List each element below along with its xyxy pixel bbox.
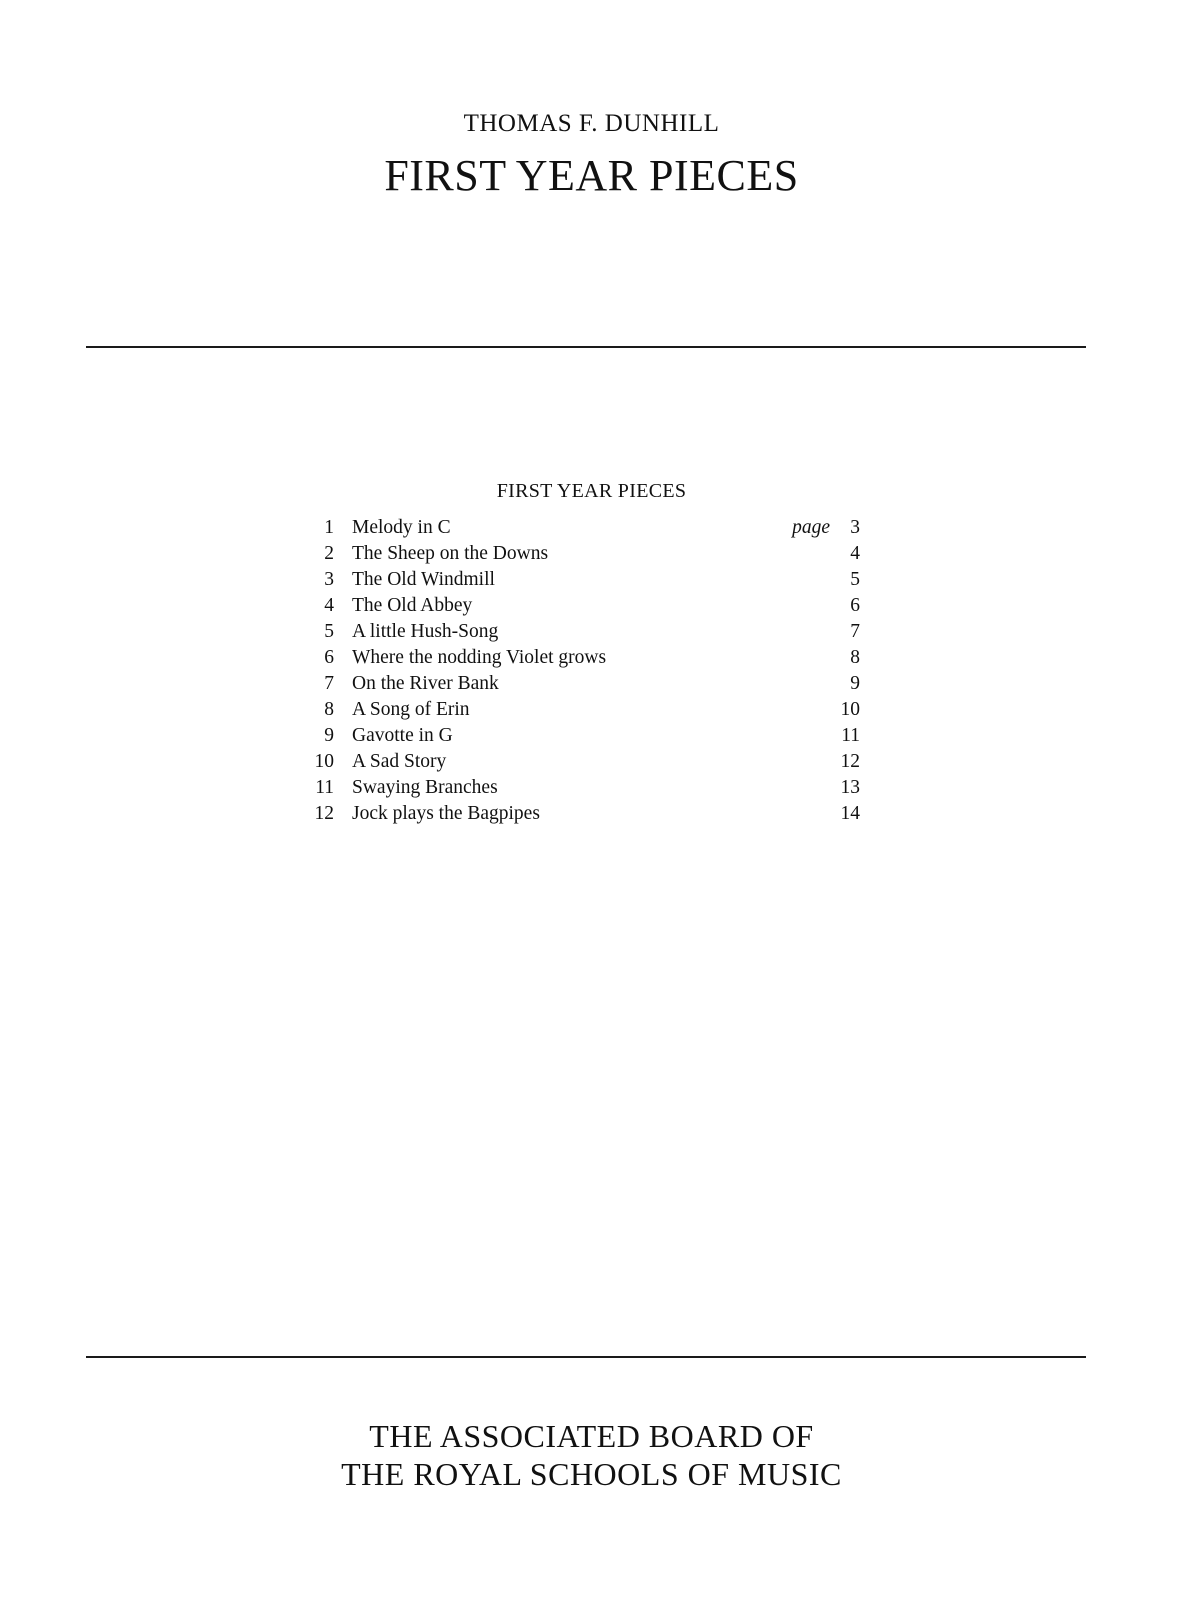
piece-title: Swaying Branches <box>352 777 498 798</box>
piece-title: The Old Windmill <box>352 569 495 590</box>
piece-number: 12 <box>314 803 334 824</box>
contents-row <box>300 619 860 645</box>
contents-row <box>300 697 860 723</box>
piece-title: Melody in C <box>352 517 451 538</box>
top-divider <box>86 346 1086 348</box>
page-number: 4 <box>850 543 860 564</box>
piece-title: Gavotte in G <box>352 725 453 746</box>
piece-number: 4 <box>324 595 334 616</box>
page-number: 13 <box>840 777 860 798</box>
publisher-line-1: THE ASSOCIATED BOARD OF <box>369 1418 814 1454</box>
page-number: 11 <box>841 725 860 746</box>
piece-number: 6 <box>324 647 334 668</box>
piece-number: 1 <box>324 517 334 538</box>
page-number: 12 <box>840 751 860 772</box>
bottom-divider <box>86 1356 1086 1358</box>
publisher-line-2: THE ROYAL SCHOOLS OF MUSIC <box>341 1456 842 1492</box>
page-number: 8 <box>850 647 860 668</box>
piece-title: The Sheep on the Downs <box>352 543 549 564</box>
page-label: page <box>792 517 830 538</box>
piece-title: Where the nodding Violet grows <box>352 647 607 668</box>
contents-row <box>300 593 860 619</box>
contents-row <box>300 723 860 749</box>
piece-title: Jock plays the Bagpipes <box>352 803 540 824</box>
piece-title: The Old Abbey <box>352 595 473 616</box>
piece-title: A Song of Erin <box>352 699 470 720</box>
book-title: FIRST YEAR PIECES <box>384 151 799 200</box>
contents-row <box>300 801 860 827</box>
page-number: 9 <box>850 673 860 694</box>
page-number: 6 <box>850 595 860 616</box>
page-number: 14 <box>840 803 860 824</box>
piece-number: 10 <box>314 751 334 772</box>
piece-number: 8 <box>324 699 334 720</box>
contents-list <box>300 515 860 827</box>
contents-row <box>300 671 860 697</box>
contents-row <box>300 775 860 801</box>
page-number: 3 <box>850 517 860 538</box>
piece-number: 3 <box>324 569 334 590</box>
page-number: 7 <box>850 621 860 642</box>
piece-number: 11 <box>315 777 334 798</box>
piece-title: A little Hush-Song <box>352 621 499 642</box>
contents-row <box>300 515 860 541</box>
piece-number: 7 <box>324 673 334 694</box>
contents-row <box>300 645 860 671</box>
page-number: 5 <box>850 569 860 590</box>
contents-row <box>300 749 860 775</box>
piece-number: 9 <box>324 725 334 746</box>
composer-name: THOMAS F. DUNHILL <box>463 110 720 137</box>
piece-number: 5 <box>324 621 334 642</box>
contents-row <box>300 567 860 593</box>
contents-row <box>300 541 860 567</box>
publisher-imprint <box>0 1417 1183 1493</box>
contents-heading: FIRST YEAR PIECES <box>496 480 687 502</box>
piece-title: A Sad Story <box>352 751 447 772</box>
piece-title: On the River Bank <box>352 673 499 694</box>
page-number: 10 <box>840 699 860 720</box>
piece-number: 2 <box>324 543 334 564</box>
